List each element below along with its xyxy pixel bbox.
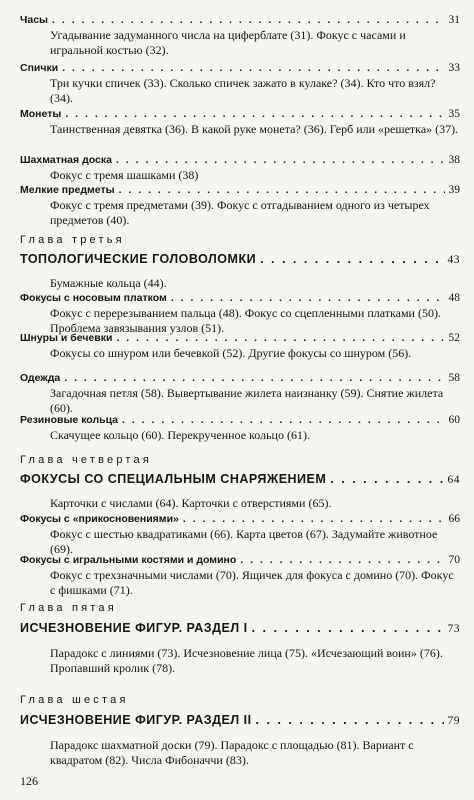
entry-description: Фокус с шестью квадратиками (66). Карта цветов (67). Задумайте животное (69).	[50, 527, 438, 556]
entry-page: 39	[448, 184, 460, 196]
dot-leader	[171, 292, 445, 304]
dot-leader	[122, 414, 444, 426]
entry-page: 35	[448, 108, 460, 120]
entry-page: 60	[448, 414, 460, 426]
chapter-title: ИСЧЕЗНОВЕНИЕ ФИГУР. РАЗДЕЛ II	[20, 713, 252, 727]
page-number: 126	[20, 774, 38, 788]
chapter-title: ФОКУСЫ СО СПЕЦИАЛЬНЫМ СНАРЯЖЕНИЕМ	[20, 472, 327, 486]
entry-page: 48	[448, 292, 460, 304]
toc-entry-heading	[20, 372, 460, 384]
entry-title: Фокусы с «прикосновениями»	[20, 513, 179, 525]
toc-entry-heading	[20, 14, 460, 26]
entry-title: Одежда	[20, 372, 61, 384]
entry-description: Фокус с перерезыванием пальца (48). Фокус со сцепленными платками (50). Проблема завязывания узлов (51).	[50, 306, 441, 335]
entry-description: Три кучки спичек (33). Сколько спичек зажато в кулаке? (34). Кто что взял? (34).	[50, 76, 436, 105]
entry-description: Скачущее кольцо (60). Перекрученное кольцо (61).	[50, 428, 310, 442]
dot-leader	[256, 713, 444, 727]
toc-entry-heading	[20, 184, 460, 196]
chapter-label: Глава пятая	[20, 602, 117, 614]
entry-description: Угадывание задуманного числа на циферблате (31). Фокус с часами и игральной костью (32).	[50, 28, 406, 57]
toc-entry-heading	[20, 513, 460, 525]
dot-leader	[65, 108, 444, 120]
chapter-intro: Карточки с числами (64). Карточки с отверстиями (65).	[50, 496, 332, 510]
chapter-heading	[20, 621, 460, 635]
chapter-label: Глава шестая	[20, 694, 129, 706]
chapter-intro: Бумажные кольца (44).	[50, 276, 167, 290]
entry-page: 33	[448, 62, 460, 74]
chapter-heading	[20, 252, 460, 266]
entry-description: Фокус с тремя предметами (39). Фокус с отгадыванием одного из четырех предметов (40).	[50, 198, 430, 227]
dot-leader	[330, 472, 443, 486]
chapter-title: ИСЧЕЗНОВЕНИЕ ФИГУР. РАЗДЕЛ I	[20, 621, 248, 635]
toc-entry-heading	[20, 414, 460, 426]
entry-description: Загадочная петля (58). Вывертывание жилета наизнанку (59). Снятие жилета (60).	[50, 386, 444, 415]
dot-leader	[116, 154, 445, 166]
dot-leader	[116, 332, 444, 344]
dot-leader	[183, 513, 445, 525]
dot-leader	[252, 621, 444, 635]
entry-title: Спички	[20, 62, 59, 74]
chapter-page: 79	[447, 715, 460, 727]
entry-page: 70	[448, 554, 460, 566]
dot-leader	[119, 184, 445, 196]
entry-description: Фокус с трехзначными числами (70). Ящичек для фокуса с домино (70). Фокус с фишками (71).	[50, 568, 454, 597]
chapter-title: ТОПОЛОГИЧЕСКИЕ ГОЛОВОЛОМКИ	[20, 252, 257, 266]
chapter-intro: Парадокс шахматной доски (79). Парадокс с площадью (81). Вариант с квадратом (82). Числа Фибоначчи (83).	[50, 738, 414, 767]
entry-title: Мелкие предметы	[20, 184, 115, 196]
entry-title: Шахматная доска	[20, 154, 112, 166]
dot-leader	[260, 252, 443, 266]
chapter-page: 64	[447, 474, 460, 486]
entry-page: 31	[448, 14, 460, 26]
chapter-label: Глава четвертая	[20, 454, 152, 466]
chapter-heading	[20, 472, 460, 486]
chapter-page: 43	[447, 254, 460, 266]
dot-leader	[62, 62, 444, 74]
toc-entry-heading	[20, 292, 460, 304]
entry-title: Фокусы с носовым платком	[20, 292, 167, 304]
entry-title: Шнуры и бечевки	[20, 332, 113, 344]
entry-description: Фокусы со шнуром или бечевкой (52). Другие фокусы со шнуром (56).	[50, 346, 412, 360]
toc-entry-heading	[20, 62, 460, 74]
entry-title: Часы	[20, 14, 49, 26]
toc-entry-heading	[20, 332, 460, 344]
dot-leader	[240, 554, 444, 566]
chapter-label: Глава третья	[20, 234, 125, 246]
entry-title: Резиновые кольца	[20, 414, 119, 426]
entry-description: Фокус с тремя шашками (38)	[50, 168, 199, 182]
chapter-heading	[20, 713, 460, 727]
entry-title: Фокусы с игральными костями и домино	[20, 554, 237, 566]
toc-entry-heading	[20, 154, 460, 166]
entry-page: 58	[448, 372, 460, 384]
dot-leader	[52, 14, 444, 26]
dot-leader	[64, 372, 444, 384]
toc-entry-heading	[20, 554, 460, 566]
entry-page: 66	[448, 513, 460, 525]
entry-page: 52	[448, 332, 460, 344]
toc-entry-heading	[20, 108, 460, 120]
chapter-intro: Парадокс с линиями (73). Исчезновение лица (75). «Исчезающий воин» (76). Пропавший кролик (78).	[50, 646, 443, 675]
entry-description: Таинственная девятка (36). В какой руке монета? (36). Герб или «решетка» (37).	[50, 122, 459, 136]
entry-title: Монеты	[20, 108, 62, 120]
chapter-page: 73	[447, 623, 460, 635]
entry-page: 38	[448, 154, 460, 166]
